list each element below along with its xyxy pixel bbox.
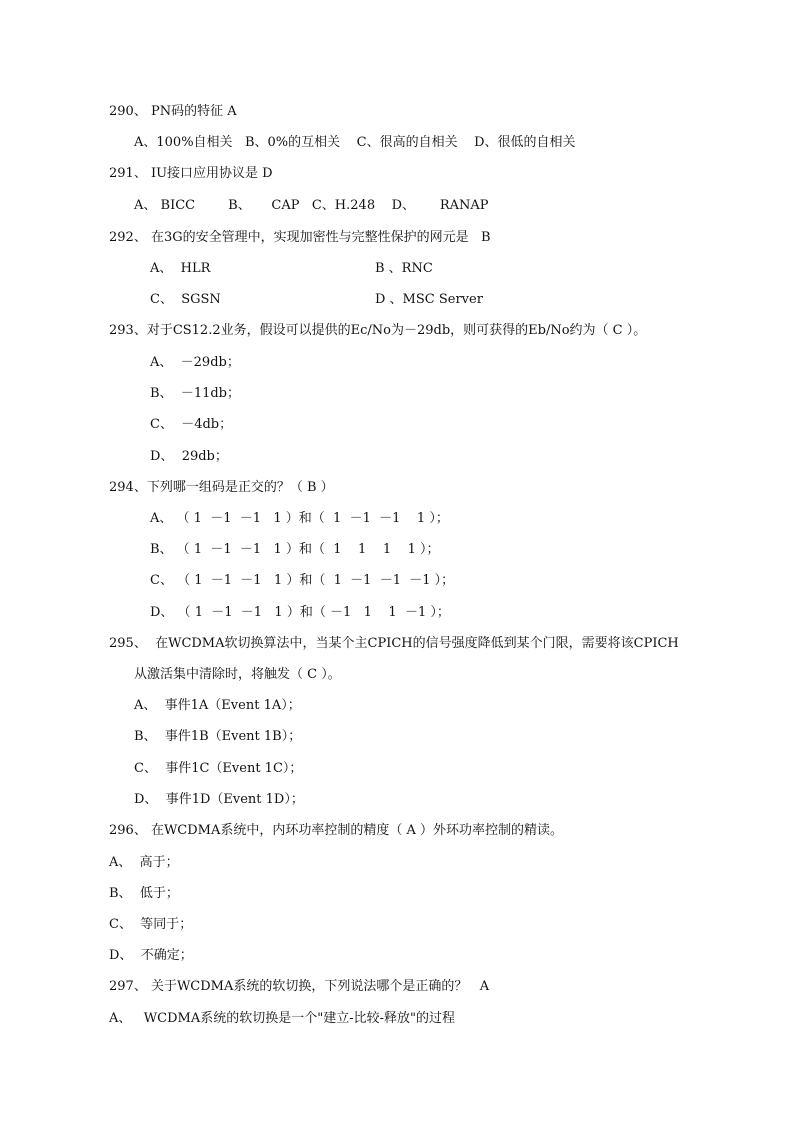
q295-option-c: C、 事件1C（Event 1C）； [134,761,303,776]
q294-option-d: D、 （ 1 －1 －1 1 ）和（ －1 1 1 －1 ）； [150,605,450,620]
q293-option-b: B、 －11db； [150,386,241,401]
q293-question: 293、对于CS12.2业务，假设可以提供的Ec/No为－29db，则可获得的Eb/No约为（ C ）。 [109,323,647,338]
q292-question: 292、 在3G的安全管理中，实现加密性与完整性保护的网元是 B [109,230,503,245]
q291-options: A、 BICC B、 CAP C、H.248 D、 RANAP [134,198,489,213]
q290-question: 290、 PN码的特征 A [109,104,241,119]
q293-option-a: A、 －29db； [150,355,240,370]
q296-option-a: A、 高于； [109,855,179,870]
q294-option-b: B、 （ 1 －1 －1 1 ）和（ 1 1 1 1 ）； [150,542,440,557]
q295-question-cont: 从激活集中清除时，将触发（ C ）。 [134,667,341,682]
q297-question: 297、 关于WCDMA系统的软切换，下列说法哪个是正确的？ A [109,979,498,994]
q292-option-d: D 、MSC Server [375,292,483,307]
q296-option-b: B、 低于； [109,886,179,901]
q294-option-a: A、 （ 1 －1 －1 1 ）和（ 1 －1 －1 1 ）； [150,511,449,526]
q296-option-d: D、 不确定； [109,948,193,963]
q296-question: 296、 在WCDMA系统中，内环功率控制的精度（ A ）外环功率控制的精读。 [109,823,564,838]
q293-option-c: C、 －4db； [150,417,233,432]
q296-option-c: C、 等同于； [109,917,193,932]
q294-question: 294、下列哪一组码是正交的？（ B ） [109,480,334,495]
q295-option-d: D、 事件1D（Event 1D）； [134,792,304,807]
q291-question: 291、 IU接口应用协议是 D [109,166,273,181]
q295-question: 295、 在WCDMA软切换算法中，当某个主CPICH的信号强度降低到某个门限，需要将该CPICH [109,636,679,651]
q294-option-c: C、 （ 1 －1 －1 1 ）和（ 1 －1 －1 －1 ）； [150,573,455,588]
q292-option-c: C、 SGSN [150,292,221,307]
q290-options: A、100%自相关 B、0%的互相关 C、很高的自相关 D、很低的自相关 [134,135,576,150]
q292-option-a: A、 HLR [150,261,211,276]
q297-option-a: A、 WCDMA系统的软切换是一个"建立-比较-释放"的过程 [109,1011,455,1026]
q292-option-b: B 、RNC [375,261,433,276]
q293-option-d: D、 29db； [150,449,228,464]
q295-option-a: A、 事件1A（Event 1A）； [134,698,301,713]
q295-option-b: B、 事件1B（Event 1B）； [134,729,302,744]
